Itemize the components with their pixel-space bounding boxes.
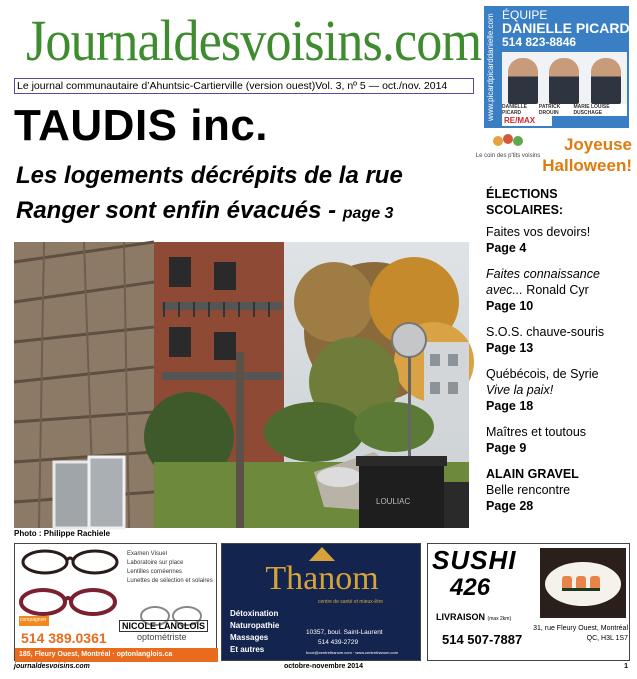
thanom-brand: Thanom (265, 560, 379, 597)
thanom-web[interactable]: boox@centrethanom.com · www.centrethanom.com (306, 650, 399, 655)
optometrist-title: optométriste (137, 632, 187, 642)
sushi-address (526, 624, 628, 644)
sushi-delivery (436, 612, 511, 622)
toc-caps: ÉLECTIONS SCOLAIRES: (486, 187, 564, 217)
coin-des-ptits-voisins-logo (475, 133, 541, 167)
service-item: Lentilles cornéennes (127, 569, 183, 575)
footer-site[interactable]: journaldesvoisins.com (14, 663, 90, 670)
toc-text: Maîtres et toutous (486, 425, 587, 439)
sushi-plate-image (540, 548, 626, 618)
table-of-contents (486, 186, 634, 524)
optometrist-phone: 514 389.0361 (21, 630, 107, 646)
agent-portrait (508, 58, 538, 104)
thanom-subtitle: centre de santé et mieux-être (318, 599, 384, 605)
realtor-photos (502, 52, 627, 104)
toc-item[interactable] (486, 224, 634, 256)
page-footer (14, 663, 630, 675)
remax-logo: RE/MAX (502, 116, 552, 126)
toc-item[interactable] (486, 186, 634, 218)
realtor-ad[interactable] (484, 6, 629, 128)
thanom-phone: 514 439-2729 (318, 639, 359, 646)
toc-item[interactable] (486, 466, 634, 482)
toc-item[interactable] (486, 266, 634, 314)
thanom-services (230, 608, 279, 656)
service-item: Et autres (230, 645, 265, 654)
cover-photo-image (14, 242, 469, 528)
agent-name: MARIE LOUISE DUSCHAGE (573, 104, 610, 116)
thanom-address: 10357, boul. Saint-Laurent (306, 629, 383, 636)
toc-caps: ALAIN GRAVEL (486, 467, 579, 481)
toc-item[interactable] (486, 366, 634, 382)
realtor-agent-names (502, 104, 627, 116)
sushi-brand: SUSHI (432, 545, 517, 575)
thanom-ad[interactable] (221, 543, 421, 661)
agent-name: PATRICK DROUIN (538, 104, 561, 116)
sub-headline-page-ref[interactable]: page 3 (342, 205, 394, 222)
sushi-delivery-note: (max 2km) (487, 616, 512, 622)
main-headline: TAUDIS inc. (14, 101, 269, 150)
agent-name: DANIELLE PICARD (502, 104, 527, 116)
optometrist-address: 185, Fleury Ouest, Montréal · optonlanglois.ca (15, 648, 218, 662)
toc-italic: Vive la paix! (486, 383, 554, 397)
bin-label: LOULIAC (376, 497, 411, 506)
sub-headline (16, 158, 476, 231)
sushi-number: 426 (450, 574, 491, 601)
optometrist-badge: compagnon (20, 617, 47, 623)
service-item: Laboratoire sur place (127, 560, 184, 566)
masthead (14, 4, 482, 78)
toc-page: Page 13 (486, 341, 534, 355)
photo-credit: Photo : Philippe Rachiele (14, 529, 111, 538)
service-item: Examen Visuel (127, 551, 167, 557)
thanom-emblem-icon (309, 547, 335, 561)
service-item: Détoxination (230, 609, 279, 618)
service-item: Massages (230, 633, 269, 642)
toc-text: Ronald Cyr (522, 283, 589, 297)
cover-photo (14, 242, 469, 528)
realtor-equipe: ÉQUIPE (502, 8, 548, 22)
toc-page: Page 9 (486, 441, 527, 455)
realtor-website[interactable]: www.picardpicarddanielle.com (486, 13, 495, 121)
realtor-name: DANIELLE PICARD (502, 20, 630, 36)
toc-text: Faites vos devoirs! (486, 225, 591, 239)
toc-item[interactable] (486, 424, 634, 456)
agent-portrait (591, 58, 621, 104)
masthead-tagline: Le journal communautaire d’Ahuntsic-Cartierville (version ouest)Vol. 3, nº 5 — oct./nov. 2014 (14, 78, 474, 94)
sushi-postal: QC, H3L 1S7 (586, 635, 628, 642)
toc-page: Page 4 (486, 241, 527, 255)
toc-item[interactable] (486, 324, 634, 356)
optometrist-ad[interactable] (14, 543, 217, 661)
realtor-phone: 514 823-8846 (502, 35, 577, 49)
sushi-delivery-label: LIVRAISON (436, 612, 486, 622)
toc-item[interactable] (486, 482, 634, 514)
toc-italic: Faites connaissance avec... (486, 267, 600, 297)
halloween-greeting: Joyeuse Halloween! (542, 135, 632, 175)
masthead-logo[interactable]: Journaldesvoisins.com (26, 8, 482, 73)
toc-page: Page 18 (486, 399, 534, 413)
toc-page: Page 10 (486, 299, 534, 313)
optometrist-services (127, 550, 213, 586)
coin-logo-text: Le coin des p'tits voisins (475, 153, 541, 159)
toc-item[interactable] (486, 382, 634, 414)
sushi-phone: 514 507-7887 (442, 632, 523, 647)
toc-text: Belle rencontre (486, 483, 571, 497)
sushi-street: 31, rue Fleury Ouest, Montréal (533, 625, 628, 632)
optometrist-name: NICOLE LANGLOIS (119, 620, 208, 632)
service-item: Naturopathie (230, 621, 280, 630)
toc-text: Québécois, de Syrie (486, 367, 599, 381)
agent-portrait (549, 58, 579, 104)
toc-page: Page 28 (486, 499, 534, 513)
footer-page-number: 1 (624, 663, 628, 670)
service-item: Lunettes de sélection et solaires (127, 578, 213, 584)
sub-headline-text: Les logements décrépits de la rue Ranger sont enfin évacués - (16, 162, 403, 224)
toc-text: S.O.S. chauve-souris (486, 325, 605, 339)
footer-issue: octobre-novembre 2014 (284, 663, 363, 670)
sushi-ad[interactable] (427, 543, 630, 661)
